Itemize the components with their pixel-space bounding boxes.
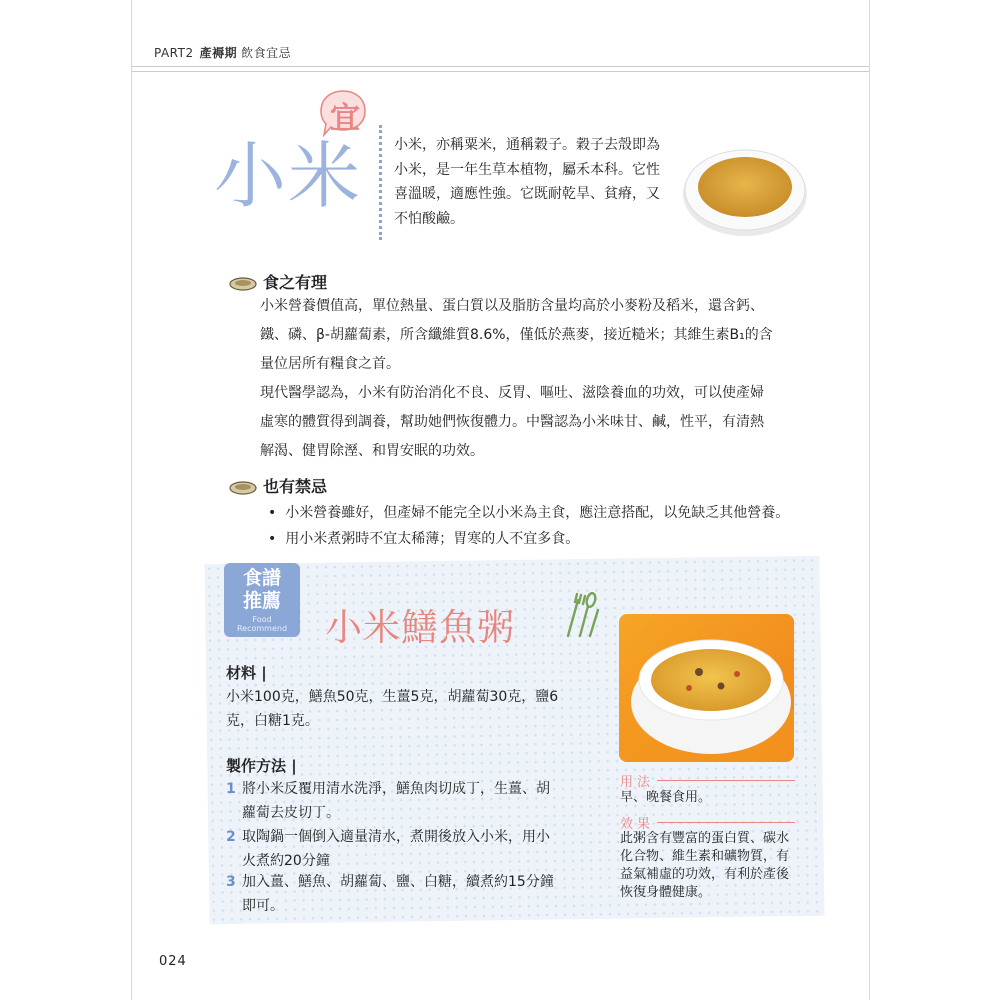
header-rule-top [132, 66, 869, 67]
badge-line: 推薦 [242, 590, 281, 612]
header-rule-bottom [132, 71, 869, 72]
text-line: 虛寒的體質得到調養，幫助她們恢復體力。中醫認為小米味甘、鹹，性平，有清熱 [260, 414, 764, 430]
millet-bowl-image [680, 132, 810, 242]
recipe-step [226, 777, 596, 825]
header-topic: 飲食宜忌 [241, 46, 292, 60]
header-chapter: 產褥期 [199, 46, 238, 60]
step-text: 火煮約20分鐘 [242, 853, 330, 869]
text-line: 克，白糖1克。 [226, 713, 319, 729]
text-line: 鐵、磷、β-胡蘿蔔素，所含纖維質8.6%，僅低於燕麥，接近糙米；其維生素B₁的含 [260, 327, 773, 343]
dish-icon [229, 277, 257, 291]
congee-photo [619, 614, 794, 762]
usage-text: 早、晚餐食用。 [620, 790, 712, 805]
recipe-title: 小米鱔魚粥 [325, 606, 515, 649]
section-heading-text: 食之有理 [263, 273, 328, 292]
step-text: 即可。 [242, 898, 284, 914]
section-heading-benefits [229, 270, 327, 293]
intro-line: 不怕酸鹼。 [394, 210, 464, 227]
step-text: 將小米反覆用清水洗淨，鱔魚肉切成丁，生薑、胡 [242, 781, 550, 797]
intro-line: 小米，是一年生草本植物，屬禾本科。它性 [394, 161, 660, 178]
intro-line: 喜溫暖，適應性強。它既耐乾旱、貧瘠，又 [394, 186, 660, 202]
caution-item: • 小米營養雖好，但產婦不能完全以小米為主食，應注意搭配，以免缺乏其他營養。 [268, 505, 790, 521]
benefits-text [260, 292, 815, 466]
dish-icon [229, 481, 257, 495]
book-page [131, 0, 870, 1000]
step-text: 取陶鍋一個倒入適量清水，煮開後放入小米，用小 [242, 829, 550, 845]
recommend-char: 宜 [330, 101, 360, 136]
step-text: 蘿蔔去皮切丁。 [242, 805, 340, 821]
section-heading-text: 也有禁忌 [263, 477, 328, 496]
text-line: 小米營養價值高，單位熱量、蛋白質以及脂肪含量均高於小麥粉及稻米，還含鈣、 [260, 298, 764, 314]
effect-text [620, 830, 798, 902]
caution-text: 用小米煮粥時不宜太稀薄；胃寒的人不宜多食。 [285, 531, 580, 547]
usage-label: 用法 [620, 775, 655, 790]
caution-item: • 用小米煮粥時不宜太稀薄；胃寒的人不宜多食。 [268, 531, 580, 547]
text-line: 此粥含有豐富的蛋白質、碳水 [620, 831, 790, 846]
text-line: 化合物、維生素和礦物質，有 [620, 849, 790, 864]
section-heading-cautions [229, 474, 327, 497]
effect-rule [657, 822, 795, 823]
text-line: 恢復身體健康。 [620, 885, 712, 900]
text-line: 益氣補虛的功效，有利於產後 [620, 867, 790, 882]
badge-en: Food [252, 615, 272, 624]
badge-line: 食譜 [242, 567, 281, 589]
page-title: 小米 [214, 134, 363, 218]
step-number: 3 [226, 874, 236, 890]
text-line: 量位居所有糧食之首。 [260, 356, 400, 372]
header-part: PART2 [154, 46, 194, 60]
usage-rule [657, 780, 795, 781]
intro-text [394, 133, 682, 231]
recipe-step [226, 825, 596, 873]
dotted-divider [379, 125, 382, 240]
text-line: 小米100克，鱔魚50克，生薑5克，胡蘿蔔30克，鹽6 [226, 689, 559, 705]
step-number: 2 [226, 829, 236, 845]
recipe-badge [224, 563, 300, 637]
utensils-icon [560, 592, 600, 640]
intro-line: 小米，亦稱粟米，通稱穀子。穀子去殼即為 [394, 137, 660, 153]
page-number: 024 [159, 954, 187, 969]
text-line: 解渴、健胃除溼、和胃安眠的功效。 [260, 443, 484, 459]
effect-label: 效果 [620, 817, 655, 832]
running-header [154, 44, 291, 61]
recipe-step [226, 870, 596, 918]
text-line: 現代醫學認為，小米有防治消化不良、反胃、嘔吐、滋陰養血的功效，可以使產婦 [260, 385, 764, 401]
badge-en: Recommend [236, 624, 288, 633]
ingredients-label: 材料 | [226, 664, 267, 682]
step-text: 加入薑、鱔魚、胡蘿蔔、鹽、白糖，續煮約15分鐘 [242, 874, 554, 890]
ingredients-text [226, 685, 606, 733]
method-label: 製作方法 | [226, 757, 297, 775]
caution-text: 小米營養雖好，但產婦不能完全以小米為主食，應注意搭配，以免缺乏其他營養。 [285, 505, 790, 521]
step-number: 1 [226, 781, 236, 797]
